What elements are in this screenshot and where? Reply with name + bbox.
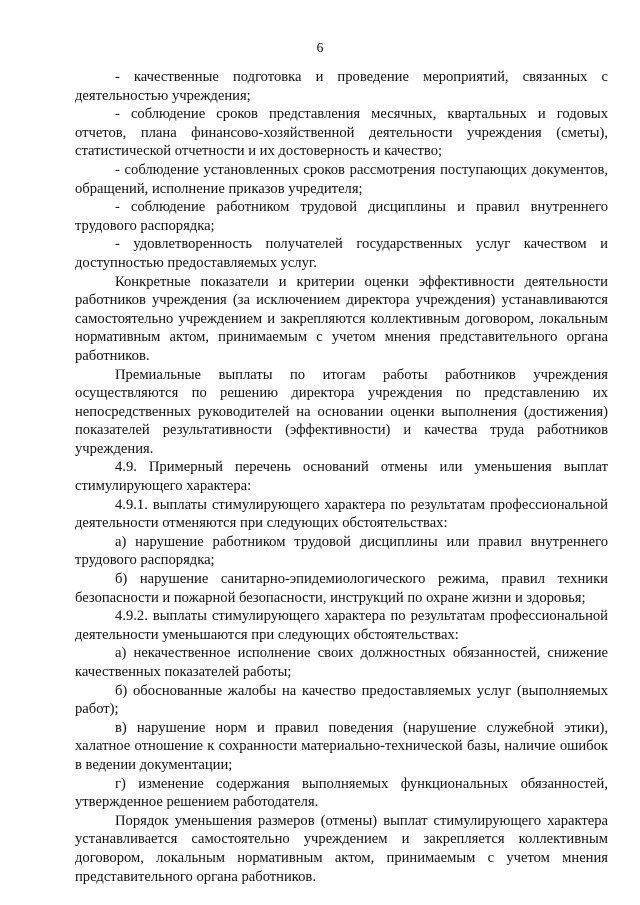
paragraph-section-4-9-1: 4.9.1. выплаты стимулирующего характера по результатам профессиональной деятельности отменяются при следующих обстоятельствах: bbox=[75, 496, 608, 532]
paragraph-4-9-1-a: а) нарушение работником трудовой дисциплины или правил внутреннего трудового распорядка; bbox=[75, 533, 608, 569]
paragraph-criteria-deadlines: - соблюдение установленных сроков рассмотрения поступающих документов, обращений, исполнение приказов учредителя; bbox=[75, 161, 608, 197]
paragraph-4-9-2-g: г) изменение содержания выполняемых функциональных обязанностей, утвержденное решением работодателя. bbox=[75, 775, 608, 811]
page-number: 6 bbox=[316, 40, 324, 55]
paragraph-indicators: Конкретные показатели и критерии оценки эффективности деятельности работников учреждения (за исключением директора учреждения) устанавливаются самостоятельно учреждением и закрепляются коллективным договором, локальным нормативным актом, принимаемым с учетом мнения представительного органа работников. bbox=[75, 273, 608, 364]
paragraph-4-9-1-b: б) нарушение санитарно-эпидемиологического режима, правил техники безопасности и пожарной безопасности, инструкций по охране жизни и здоровья; bbox=[75, 571, 608, 606]
document-body bbox=[75, 68, 608, 886]
paragraph-section-4-9-2: 4.9.2. выплаты стимулирующего характера по результатам профессиональной деятельности уменьшаются при следующих обстоятельствах: bbox=[75, 608, 608, 643]
paragraph-4-9-2-v: в) нарушение норм и правил поведения (нарушение служебной этики), халатное отношение к сохранности материально-технической базы, наличие ошибок в ведении документации; bbox=[75, 719, 608, 773]
paragraph-section-4-9: 4.9. Примерный перечень оснований отмены или уменьшения выплат стимулирующего характера: bbox=[75, 459, 608, 495]
paragraph-criteria-discipline: - соблюдение работником трудовой дисциплины и правил внутреннего трудового распорядка; bbox=[75, 199, 608, 234]
paragraph-4-9-2-a: а) некачественное исполнение своих должностных обязанностей, снижение качественных показателей работы; bbox=[75, 645, 608, 680]
paragraph-criteria-events: - качественные подготовка и проведение мероприятий, связанных с деятельностью учреждения; bbox=[75, 69, 608, 104]
paragraph-4-9-2-b: б) обоснованные жалобы на качество предоставляемых услуг (выполняемых работ); bbox=[75, 682, 608, 718]
paragraph-criteria-satisfaction: - удовлетворенность получателей государственных услуг качеством и доступностью предоставляемых услуг. bbox=[75, 236, 608, 271]
paragraph-reduction-procedure: Порядок уменьшения размеров (отмены) выплат стимулирующего характера устанавливается самостоятельно учреждением и закрепляется коллективным договором, локальным нормативным актом, принимаемым с учетом мнения представительного органа работников. bbox=[75, 812, 608, 885]
paragraph-bonus-payments: Премиальные выплаты по итогам работы работников учреждения осуществляются по решению директора учреждения по представлению их непосредственных руководителей на основании оценки выполнения (достижения) показателей результативности (эффективности) и качества труда работников учреждения. bbox=[75, 366, 608, 457]
paragraph-criteria-reports: - соблюдение сроков представления месячных, квартальных и годовых отчетов, плана финансово-хозяйственной деятельности учреждения (сметы), статистической отчетности и их достоверность и качество; bbox=[75, 106, 608, 160]
